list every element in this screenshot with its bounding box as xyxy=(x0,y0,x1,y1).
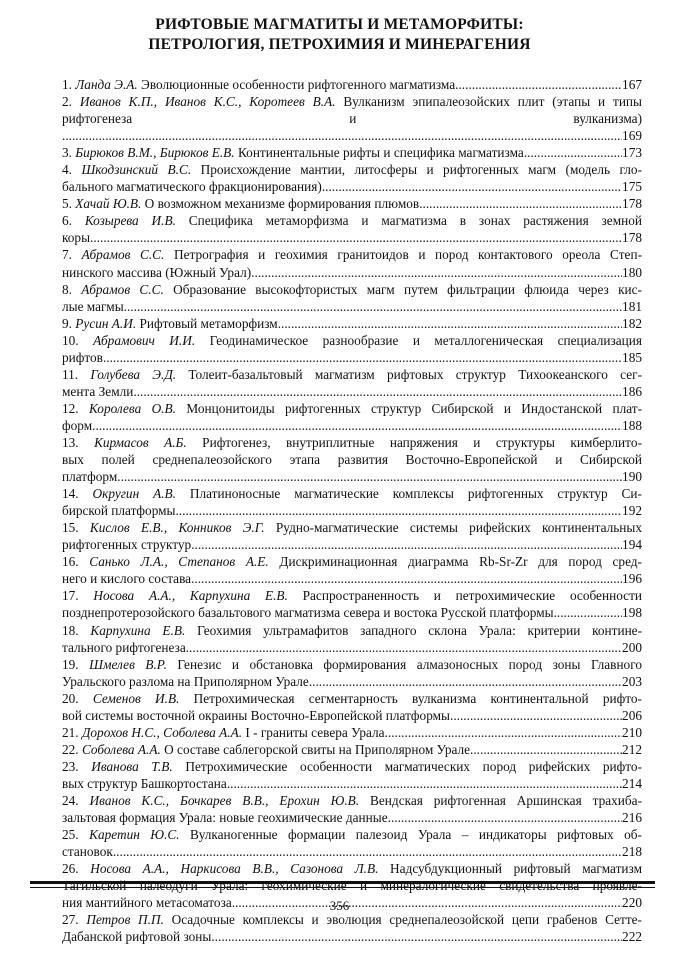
toc-leader-dots xyxy=(113,843,622,860)
toc-line xyxy=(62,485,642,502)
toc-line xyxy=(62,673,642,690)
toc-entry-title: Эволюционные особенности рифтогенного магматизма xyxy=(137,77,456,92)
toc-line-text xyxy=(62,554,642,569)
table-of-contents xyxy=(62,76,642,945)
toc-entry xyxy=(62,519,642,553)
toc-entry-number: 8. xyxy=(62,281,82,297)
toc-entry xyxy=(62,281,642,315)
page-number: 356 xyxy=(329,898,350,913)
toc-entry-title: платформ xyxy=(62,469,118,485)
toc-entry-number: 27. xyxy=(62,912,87,928)
toc-line xyxy=(62,264,642,281)
toc-line-text xyxy=(62,383,133,400)
toc-line-text xyxy=(62,861,642,876)
toc-page-number: 185 xyxy=(622,349,642,365)
toc-entry-title: Осадочные комплексы и эволюция среднепалеозойской цепи грабенов Сетте- xyxy=(163,912,642,928)
toc-entry-title: него и кислого состава xyxy=(62,571,192,587)
toc-page-number: 186 xyxy=(622,383,642,399)
toc-entry xyxy=(62,690,642,724)
toc-line-text xyxy=(62,809,388,826)
toc-leader-dots xyxy=(419,195,622,212)
toc-line-text xyxy=(62,94,642,109)
toc-entry-title: Петрография и геохимия гранитоидов и пород контактового ореола Степ- xyxy=(164,247,642,263)
toc-leader-dots xyxy=(227,775,622,792)
toc-line xyxy=(62,519,642,536)
toc-entry-authors: Дорохов Н.С., Соболева А.А. xyxy=(81,724,243,740)
toc-entry-number: 21. xyxy=(62,724,82,740)
toc-line-text xyxy=(62,691,642,706)
toc-entry xyxy=(62,366,642,400)
toc-entry-title: О составе саблегорской свиты на Приполярном Урале xyxy=(160,741,471,757)
toc-line-text xyxy=(62,76,455,93)
toc-entry xyxy=(62,656,642,690)
toc-leader-dots xyxy=(90,229,622,246)
toc-line xyxy=(62,656,642,673)
toc-leader-dots xyxy=(450,707,622,724)
toc-line-text xyxy=(62,536,191,553)
toc-entry-title: Геодинамическое разнообразие и металлогеническая специализация xyxy=(195,332,642,348)
toc-entry-number: 26. xyxy=(62,861,91,877)
toc-page-number: 203 xyxy=(622,673,642,689)
toc-entry-authors: Носова А.А., Карпухина Е.В. xyxy=(93,588,288,604)
toc-entry-title: Рифтовый метаморфизм xyxy=(136,315,278,331)
toc-line xyxy=(62,843,642,860)
toc-entry xyxy=(62,434,642,485)
toc-entry xyxy=(62,741,642,758)
toc-entry-number: 12. xyxy=(62,400,89,416)
toc-entry xyxy=(62,195,642,212)
toc-leader-dots xyxy=(62,127,622,144)
toc-entry-title: Распространенность и петрохимические особенности xyxy=(287,588,642,604)
toc-line xyxy=(62,468,642,485)
toc-entry-title: Происхождение мантии, литосферы и рифтогенных магм (модель гло- xyxy=(191,162,642,178)
toc-entry-number: 20. xyxy=(62,690,93,706)
toc-entry-title: Толеит-базальтовый магматизм рифтовых структур Тихоокеанского сег- xyxy=(176,366,642,382)
toc-leader-dots xyxy=(103,349,622,366)
toc-line xyxy=(62,502,642,519)
toc-page-number: 175 xyxy=(622,179,642,195)
toc-line xyxy=(62,127,642,144)
toc-line xyxy=(62,536,642,553)
toc-entry-authors: Хачай Ю.В. xyxy=(75,196,142,212)
toc-entry-title: мента Земли xyxy=(62,383,134,399)
toc-entry-title: Геохимия ультрамафитов западного склона Урала: критерии контине- xyxy=(185,622,642,638)
toc-entry-authors: Семенов И.В. xyxy=(92,690,180,706)
toc-line xyxy=(62,707,642,724)
toc-line-text xyxy=(62,247,642,262)
toc-entry-title: рифтогенных структур xyxy=(62,537,192,553)
toc-page-number: 167 xyxy=(622,77,642,92)
toc-line-text xyxy=(62,144,524,161)
toc-entry xyxy=(62,161,642,195)
toc-entry-authors: Кирмасов А.Б. xyxy=(94,434,187,450)
toc-entry-authors: Шмелев В.Р. xyxy=(89,656,167,672)
toc-entry-number: 2. xyxy=(62,94,80,110)
toc-line-text xyxy=(62,401,642,416)
toc-entry-title: Рудно-магматические системы рифейских континентальных xyxy=(264,520,642,536)
toc-leader-dots xyxy=(211,928,622,945)
toc-line xyxy=(62,775,642,792)
toc-line-text xyxy=(62,111,642,126)
toc-leader-dots xyxy=(322,178,622,195)
toc-entry-title: ния мантийного метасоматоза xyxy=(62,895,232,911)
toc-leader-dots xyxy=(191,570,622,587)
toc-entry-authors: Каретин Ю.С. xyxy=(89,827,180,843)
toc-entry-number: 3. xyxy=(62,145,76,161)
toc-line xyxy=(62,622,642,639)
toc-entry-title: Дабанской рифтовой зоны xyxy=(62,929,212,945)
toc-page-number: 178 xyxy=(622,230,642,246)
toc-line xyxy=(62,281,642,298)
toc-entry xyxy=(62,553,642,587)
toc-line xyxy=(62,178,642,195)
toc-entry-title: Тагильской палеодуги Урала: геохимические и минералогические свидетельства проявле- xyxy=(62,878,642,894)
toc-line xyxy=(62,758,642,775)
toc-line-text xyxy=(62,657,642,672)
toc-leader-dots xyxy=(385,724,623,741)
toc-entry xyxy=(62,144,642,161)
toc-entry-authors: Абрамов С.С. xyxy=(81,247,165,263)
toc-entry-number: 25. xyxy=(62,827,90,843)
toc-entry-number: 23. xyxy=(62,758,92,774)
toc-line-text xyxy=(62,486,642,501)
toc-entry-title: Рифтогенез, внутриплитные напряжения и структуры кимберлитo- xyxy=(186,434,642,450)
toc-line-text xyxy=(62,229,90,246)
toc-line-text xyxy=(62,452,642,467)
toc-entry-number: 17. xyxy=(62,588,94,604)
toc-entry xyxy=(62,400,642,434)
toc-entry-authors: Голубева Э.Д. xyxy=(90,366,177,382)
toc-page-number: 222 xyxy=(622,929,642,945)
toc-line xyxy=(62,724,642,741)
toc-entry-title: вой системы восточной окраины Восточно-Европейской платформы xyxy=(62,707,450,723)
toc-line xyxy=(62,212,642,229)
toc-entry-authors: Русин А.И. xyxy=(75,315,137,331)
toc-entry-number: 19. xyxy=(62,656,90,672)
toc-entry-title: бирской платформы xyxy=(62,503,176,519)
toc-entry xyxy=(62,587,642,621)
toc-entry-title: бального магматического фракционирования) xyxy=(62,179,322,195)
toc-entry-authors: Носова А.А., Наркисова В.В., Сазонова Л.В. xyxy=(90,861,379,877)
toc-line-text xyxy=(62,502,175,519)
toc-line xyxy=(62,332,642,349)
toc-entry-number: 5. xyxy=(62,196,76,212)
toc-page-number: 182 xyxy=(622,315,642,331)
toc-line xyxy=(62,570,642,587)
toc-line xyxy=(62,161,642,178)
toc-entry xyxy=(62,724,642,741)
toc-leader-dots xyxy=(133,383,622,400)
toc-line xyxy=(62,451,642,468)
toc-entry-number: 6. xyxy=(62,213,85,229)
toc-entry-number: 18. xyxy=(62,622,91,638)
toc-entry-title: Континентальные рифты и специфика магматизма xyxy=(234,145,524,161)
toc-page-number: 196 xyxy=(622,571,642,587)
toc-page-number: 200 xyxy=(622,639,642,655)
toc-entry xyxy=(62,246,642,280)
toc-entry-title: Вулканизм эпипалеозойских плит (этапы и типы xyxy=(335,94,642,110)
toc-page-number: 178 xyxy=(622,196,642,212)
toc-page-number: 212 xyxy=(622,741,642,757)
toc-entry-title: зальтовая формация Урала: новые геохимические данные xyxy=(62,810,388,826)
toc-line-text xyxy=(62,162,642,177)
toc-line xyxy=(62,144,642,161)
toc-entry-authors: Бирюков В.М., Бирюков Е.В. xyxy=(75,145,235,161)
toc-line xyxy=(62,400,642,417)
toc-entry-title: рифтогенеза и вулканизма) xyxy=(62,111,642,127)
toc-entry-title: Петрохимическая сегментарность вулканизма континентальной рифто- xyxy=(179,690,642,706)
toc-page-number: 192 xyxy=(622,503,642,519)
toc-entry-title: Специфика метаморфизма и магматизма в зонах растяжения земной xyxy=(175,213,642,229)
toc-line-text xyxy=(62,333,642,348)
toc-line-text xyxy=(62,570,191,587)
toc-entry-authors: Кислов Е.В., Конников Э.Г. xyxy=(89,520,265,536)
toc-line-text xyxy=(62,912,642,927)
toc-page-number: 218 xyxy=(622,844,642,860)
toc-entry-title: нинского массива (Южный Урал) xyxy=(62,264,252,280)
toc-line xyxy=(62,587,642,604)
toc-leader-dots xyxy=(191,536,622,553)
toc-line xyxy=(62,741,642,758)
toc-line xyxy=(62,298,642,315)
toc-line-text xyxy=(62,520,642,535)
toc-page-number: 180 xyxy=(622,264,642,280)
toc-line-text xyxy=(62,673,309,690)
toc-page-number: 181 xyxy=(622,298,642,314)
toc-entry-title: тального рифтогенеза xyxy=(62,639,186,655)
toc-entry-authors: Карпухина Е.В. xyxy=(90,622,186,638)
toc-leader-dots xyxy=(309,673,622,690)
toc-entry-title: Вулканогенные формации палезоид Урала – индикаторы рифтовых об- xyxy=(179,827,642,843)
toc-entry-authors: Санько Л.А., Степанов А.Е. xyxy=(89,554,269,570)
toc-entry-authors: Соболева А.А. xyxy=(81,741,161,757)
toc-entry-title: вых структур Башкортостана xyxy=(62,775,227,791)
toc-entry-title: Платиноносные магматические комплексы рифтогенных структур Си- xyxy=(175,486,642,502)
toc-leader-dots xyxy=(554,604,622,621)
toc-entry-authors: Ланда Э.А. xyxy=(75,77,138,92)
toc-entry xyxy=(62,93,642,144)
toc-entry xyxy=(62,212,642,246)
toc-line-text xyxy=(62,349,103,366)
toc-line-text xyxy=(62,195,419,212)
toc-line-text xyxy=(62,282,642,297)
toc-leader-dots xyxy=(388,809,622,826)
toc-leader-dots xyxy=(470,741,622,758)
toc-entry-authors: Иванова Т.В. xyxy=(91,758,173,774)
toc-line xyxy=(62,417,642,434)
toc-entry-title: форм xyxy=(62,417,93,433)
toc-line-text xyxy=(62,623,642,638)
toc-entry xyxy=(62,485,642,519)
toc-page-number: 188 xyxy=(622,417,642,433)
toc-entry xyxy=(62,76,642,93)
toc-entry-title: О возможном механизме формирования плюмов xyxy=(141,196,420,212)
toc-entry-number: 22. xyxy=(62,741,82,757)
toc-line xyxy=(62,195,642,212)
toc-line-text xyxy=(62,724,385,741)
toc-line-text xyxy=(62,604,554,621)
toc-line-text xyxy=(62,315,278,332)
toc-entry-authors: Шкодзинский В.С. xyxy=(81,162,192,178)
toc-entry xyxy=(62,792,642,826)
toc-leader-dots xyxy=(251,264,622,281)
toc-page-number: 169 xyxy=(622,128,642,144)
toc-leader-dots xyxy=(524,144,622,161)
toc-entry-authors: Королева О.В. xyxy=(88,400,176,416)
toc-entry-number: 15. xyxy=(62,520,90,536)
toc-entry-title: Генезис и обстановка формирования алмазоносных пород зоны Главного xyxy=(166,656,642,672)
toc-page-number: 173 xyxy=(622,145,642,161)
toc-line-text xyxy=(62,367,642,382)
toc-line-text xyxy=(62,417,92,434)
toc-page-number: 206 xyxy=(622,707,642,723)
toc-entry-number: 14. xyxy=(62,486,93,502)
toc-entry-title: Образование высокофтористых магм путем фильтрации флюида через кис- xyxy=(163,281,642,297)
toc-entry-authors: Иванов К.С., Бочкарев В.В., Ерохин Ю.В. xyxy=(89,792,360,808)
toc-entry-title: I - граниты севера Урала xyxy=(242,724,385,740)
toc-line xyxy=(62,349,642,366)
toc-page-number: 210 xyxy=(622,724,642,740)
toc-line-text xyxy=(62,639,186,656)
toc-line xyxy=(62,690,642,707)
toc-entry-title: Дискриминационная диаграмма Rb-Sr-Zr для пород сред- xyxy=(268,554,642,570)
page-title-line-2: ПЕТРОЛОГИЯ, ПЕТРОХИМИЯ И МИНЕРАГЕНИЯ xyxy=(148,36,531,53)
toc-line xyxy=(62,553,642,570)
toc-line xyxy=(62,860,642,877)
page-title-line-1: РИФТОВЫЕ МАГМАТИТЫ И МЕТАМОРФИТЫ: xyxy=(155,16,524,33)
toc-entry xyxy=(62,622,642,656)
toc-line xyxy=(62,229,642,246)
toc-line-text xyxy=(62,741,470,758)
toc-entry-title: рифтов xyxy=(62,349,103,365)
toc-entry-title: Петрохимические особенности магматических пород рифейских рифто- xyxy=(172,758,642,774)
toc-entry-number: 1. xyxy=(62,77,76,92)
toc-entry-number: 16. xyxy=(62,554,90,570)
toc-line-text xyxy=(62,298,124,315)
toc-entry-authors: Округин А.В. xyxy=(92,486,176,502)
toc-leader-dots xyxy=(92,417,622,434)
toc-line xyxy=(62,76,642,93)
toc-line xyxy=(62,315,642,332)
toc-entry-title: становок xyxy=(62,844,113,860)
toc-line xyxy=(62,110,642,127)
toc-entry-title: коры xyxy=(62,230,91,246)
footer-rule-thin xyxy=(30,887,655,888)
toc-line xyxy=(62,93,642,110)
toc-page-number: 198 xyxy=(622,605,642,621)
toc-line-text xyxy=(62,588,642,603)
toc-entry-authors: Иванов К.П., Иванов К.С., Коротеев В.А. xyxy=(79,94,336,110)
toc-page-number: 214 xyxy=(622,775,642,791)
toc-line-text xyxy=(62,213,642,228)
toc-entry-authors: Петров П.П. xyxy=(86,912,164,928)
toc-leader-dots xyxy=(278,315,622,332)
toc-entry xyxy=(62,911,642,945)
toc-entry xyxy=(62,758,642,792)
toc-entry-title: вых полей среднепалеозойского этапа развития Восточно-Европейской и Сибирской xyxy=(62,452,642,468)
toc-entry-number: 13. xyxy=(62,434,95,450)
toc-leader-dots xyxy=(117,468,622,485)
toc-leader-dots xyxy=(455,76,622,93)
toc-line xyxy=(62,434,642,451)
toc-entry-number: 24. xyxy=(62,792,90,808)
toc-line-text xyxy=(62,468,117,485)
toc-entry xyxy=(62,826,642,860)
toc-page-number: 190 xyxy=(622,469,642,485)
toc-line xyxy=(62,383,642,400)
toc-line-text xyxy=(62,707,450,724)
toc-line xyxy=(62,792,642,809)
toc-line-text xyxy=(62,827,642,842)
toc-line xyxy=(62,826,642,843)
toc-leader-dots xyxy=(124,298,622,315)
toc-entry-title: Монцонитоиды рифтогенных структур Сибирской и Индостанской плат- xyxy=(175,400,642,416)
toc-line xyxy=(62,928,642,945)
toc-line xyxy=(62,604,642,621)
toc-line-text xyxy=(62,843,113,860)
toc-line-text xyxy=(62,793,642,808)
toc-entry-number: 10. xyxy=(62,332,94,348)
toc-entry xyxy=(62,315,642,332)
toc-page-number: 194 xyxy=(622,537,642,553)
toc-line-text xyxy=(62,759,642,774)
toc-entry-number: 7. xyxy=(62,247,82,263)
toc-entry-number: 9. xyxy=(62,315,76,331)
toc-entry xyxy=(62,332,642,366)
toc-line-text xyxy=(62,928,211,945)
toc-entry-title: Уральского разлома на Приполярном Урале xyxy=(62,673,309,689)
toc-entry-title: позднепротерозойского базальтового магматизма севера и востока Русской платформы xyxy=(62,605,554,621)
toc-line-text xyxy=(62,775,227,792)
toc-entry-authors: Абрамов С.С. xyxy=(81,281,164,297)
toc-line xyxy=(62,366,642,383)
toc-line-text xyxy=(62,264,251,281)
toc-entry-title: Вендская рифтогенная Аршинская трахиба- xyxy=(359,792,642,808)
toc-entry-title: Надсубдукционный рифтовый магматизм xyxy=(378,861,642,877)
toc-leader-dots xyxy=(186,639,622,656)
toc-line xyxy=(62,639,642,656)
toc-entry-authors: Абрамович И.И. xyxy=(93,332,196,348)
toc-line xyxy=(62,877,642,894)
toc-page-number: 220 xyxy=(622,895,642,911)
toc-line-text xyxy=(62,178,322,195)
footer-rule-thick xyxy=(30,881,655,884)
toc-entry-authors: Козырева И.В. xyxy=(84,213,176,229)
toc-line xyxy=(62,809,642,826)
toc-entry-number: 4. xyxy=(62,162,82,178)
toc-line-text xyxy=(62,435,642,450)
toc-page-number: 216 xyxy=(622,810,642,826)
toc-entry-number: 11. xyxy=(62,366,91,382)
toc-leader-dots xyxy=(175,502,622,519)
toc-line xyxy=(62,246,642,263)
toc-entry-title: лые магмы xyxy=(62,298,124,314)
